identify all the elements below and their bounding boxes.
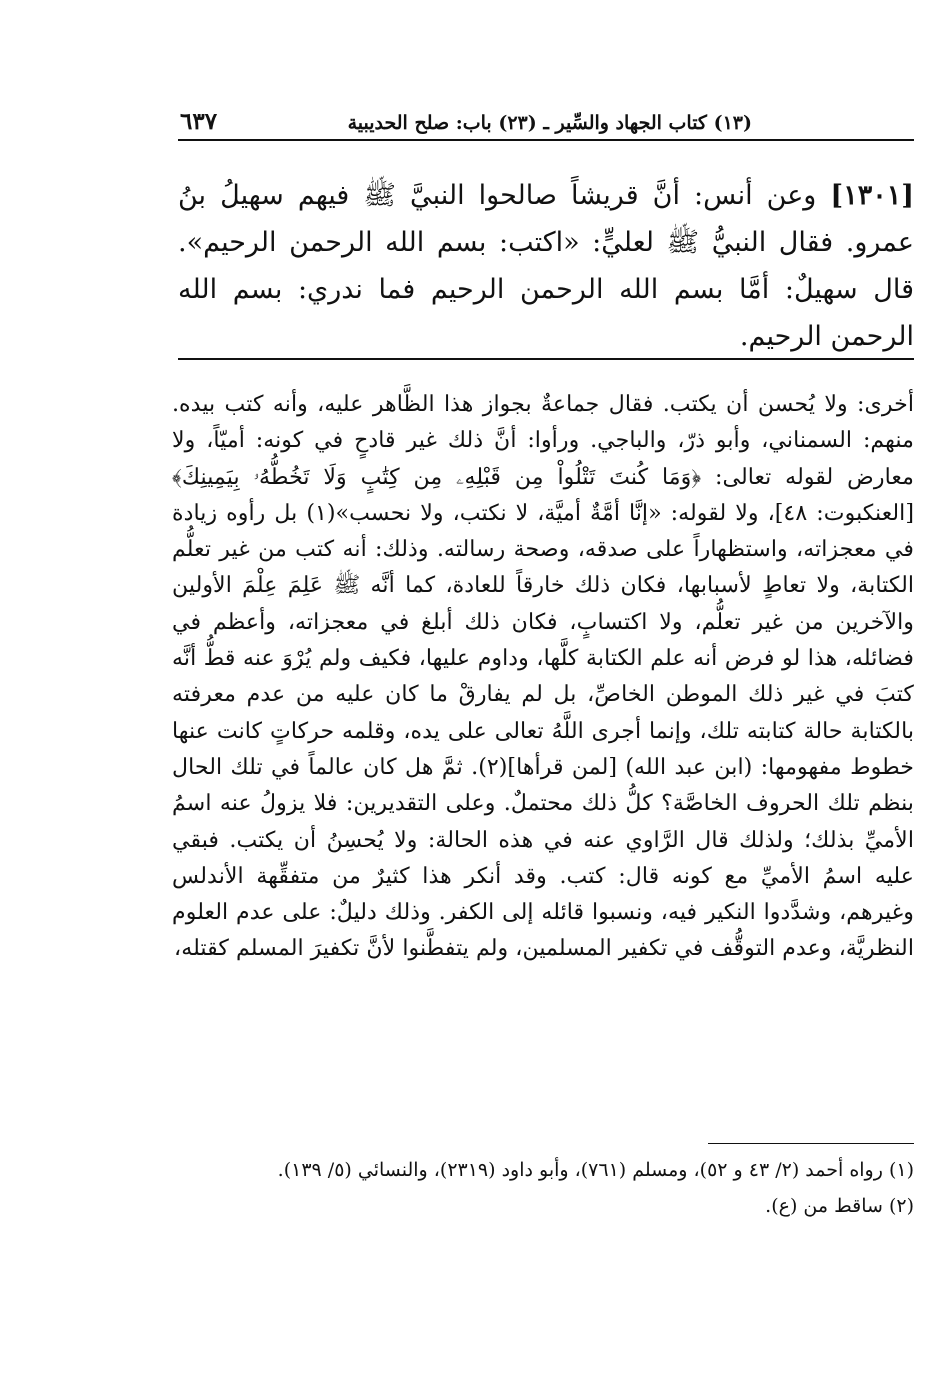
footnote-2: (٢) ساقط من (ع). xyxy=(765,1195,914,1217)
header-rule xyxy=(178,139,914,141)
page-number: ٦٣٧ xyxy=(180,108,218,135)
footnote-1: (١) رواه أحمد (٢/ ٤٣ و ٥٢)، ومسلم (٧٦١)، وأبو داود (٢٣١٩)، والنسائي (٥/ ١٣٩). xyxy=(277,1159,914,1181)
text-commentary-separator xyxy=(178,358,914,360)
hadith-number: [١٣٠١] xyxy=(830,180,914,211)
footnote-rule xyxy=(708,1143,914,1144)
footnotes xyxy=(172,1152,914,1224)
running-title: (١٣) كتاب الجهاد والسِّير ـ (٢٣) باب: صلح الحديبية xyxy=(347,112,752,134)
commentary-text: أخرى: ولا يُحسن أن يكتب. فقال جماعةٌ بجواز هذا الظَّاهر عليه، وأنه كتب بيده. منهم: السمناني، وأبو ذرّ، والباجي. ورأوا: أنَّ ذلك غير قادحٍ في كونه: أميّاً، ولا معارض لقوله تعالى: ﴿وَمَا كُنتَ تَتْلُواْ مِن قَبْلِهِۦ مِن كِتَٰبٍ وَلَا تَخُطُّهُۥ بِيَمِينِكَ﴾ [العنكبوت: ٤٨]، ولا لقوله: «إنَّا أمَّةٌ أميَّة، لا نكتب، ولا نحسب»(١) بل رأوه زيادة في معجزاته، واستظهاراً على صدقه، وصحة رسالته. وذلك: أنه كتب من غير تعلُّم الكتابة، ولا تعاطٍ لأسبابها، فكان ذلك خارقاً للعادة، كما أنَّه ﷺ عَلِمَ عِلْمَ الأولين والآخرين من غير تعلُّم، ولا اكتسابٍ، فكان ذلك أبلغ في معجزاته، وأعظم في فضائله، هذا لو فرض أنه علم الكتابة كلَّها، وداوم عليها، فكيف ولم يُرْوَ عنه قطُّ أنَّه كتبَ في غير ذلك الموطن الخاصِّ، بل لم يفارقْ ما كان عليه من عدم معرفته بالكتابة حالة كتابته تلك، وإنما أجرى اللَّهُ تعالى على يده، وقلمه حركاتٍ كانت عنها خطوط مفهومها: (ابن عبد الله) [لمن قرأها](٢). ثمَّ هل كان عالماً في تلك الحال بنظم تلك الحروف الخاصَّة؟ كلُّ ذلك محتملٌ. وعلى التقديرين: فلا يزولُ عنه اسمُ الأميِّ بذلك؛ ولذلك قال الرَّاوي عنه في هذه الحالة: ولا يُحسِنُ أن يكتب. فبقي عليه اسمُ الأميِّ مع كونه قال: كتب. وقد أنكر هذا كثيرٌ من متفقِّهة الأندلس وغيرهم، وشدَّدوا النكير فيه، ونسبوا قائله إلى الكفر. وذلك دليلٌ: على عدم العلوم النظريَّة، وعدم التوقُّف في تكفير المسلمين، ولم يتفطَّنوا لأنَّ تكفيرَ المسلم كقتله، xyxy=(172,391,914,962)
hadith-text-block xyxy=(178,172,914,360)
page-header xyxy=(170,108,922,140)
hadith-text: وعن أنس: أنَّ قريشاً صالحوا النبيَّ ﷺ فيهم سهيلُ بنُ عمرو. فقال النبيُّ ﷺ لعليٍّ: «اكتب: بسم الله الرحمن الرحيم». قال سهيلٌ: أمَّا بسم الله الرحمن الرحيم فما ندري: بسم الله الرحمن الرحيم. xyxy=(178,180,914,352)
